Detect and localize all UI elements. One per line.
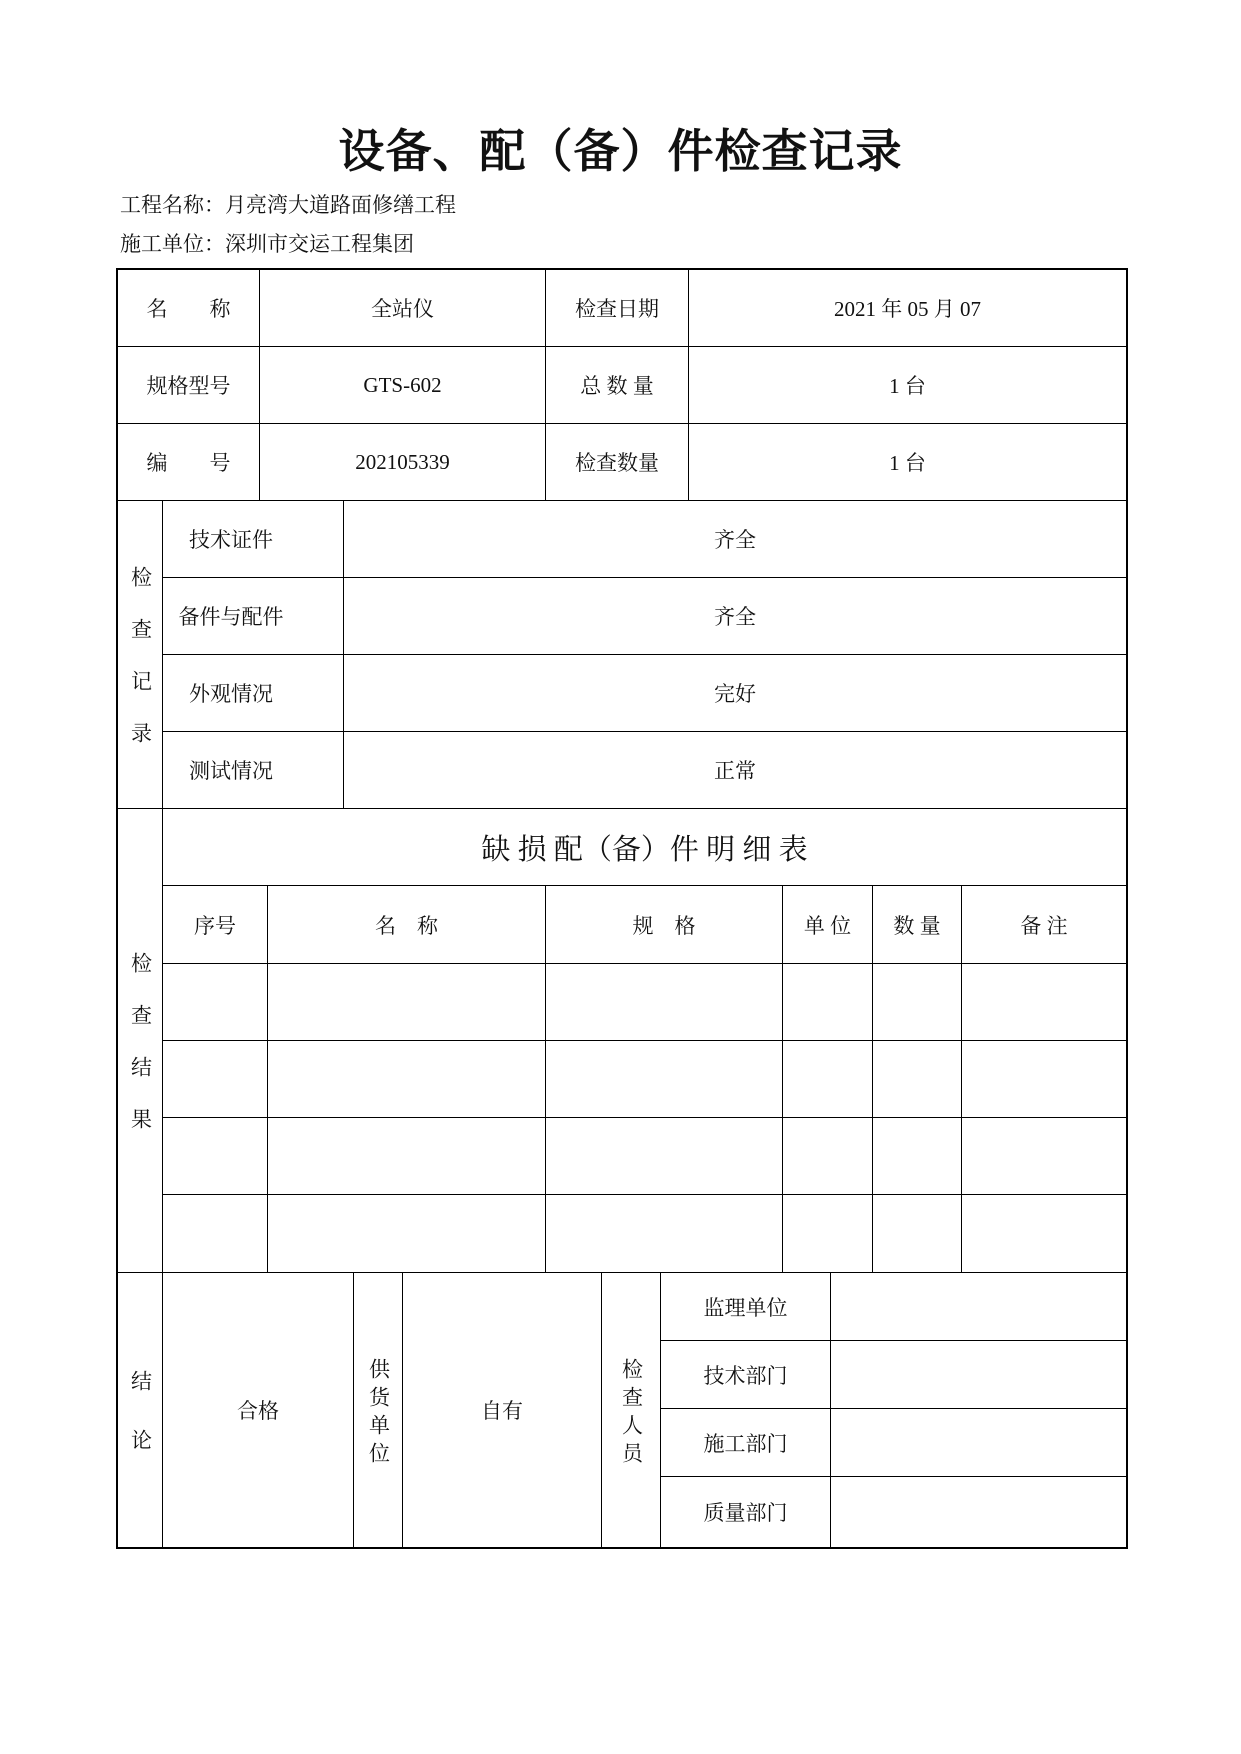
detail-cell (783, 1195, 873, 1273)
record-item-label: 备件与配件 (163, 578, 344, 655)
column-header-seq: 序号 (163, 886, 268, 964)
total-quantity-label: 总 数 量 (546, 347, 689, 424)
detail-cell (163, 1195, 268, 1273)
detail-cell (962, 1195, 1126, 1273)
conclusion-label-cell (118, 1273, 163, 1547)
inspector-signature-cell (831, 1341, 1126, 1409)
record-item-label: 外观情况 (163, 655, 344, 732)
record-item-label: 技术证件 (163, 501, 344, 578)
column-header-spec: 规 格 (546, 886, 783, 964)
checked-quantity-label: 检查数量 (546, 424, 689, 501)
basic-info-section (118, 270, 1126, 501)
detail-cell (873, 1118, 962, 1195)
column-header-name: 名 称 (268, 886, 546, 964)
missing-parts-table-title: 缺 损 配（备）件 明 细 表 (163, 809, 1126, 886)
detail-cell (783, 1041, 873, 1118)
record-item-value: 完好 (344, 655, 1126, 732)
inspectors-label: 检查人员 (619, 1357, 644, 1470)
detail-cell (873, 1041, 962, 1118)
inspection-result-label-cell (118, 809, 163, 1273)
column-header-quantity: 数 量 (873, 886, 962, 964)
equipment-name-label: 名 称 (118, 270, 260, 347)
conclusion-result: 合格 (163, 1273, 354, 1547)
contractor-value: 深圳市交运工程集团 (225, 232, 414, 256)
project-name-line (120, 192, 456, 218)
record-item-value: 正常 (344, 732, 1126, 809)
detail-cell (962, 1118, 1126, 1195)
inspection-record-section (118, 501, 1126, 809)
detail-cell (546, 1118, 783, 1195)
detail-cell (163, 1041, 268, 1118)
column-header-remarks: 备 注 (962, 886, 1126, 964)
model-label: 规格型号 (118, 347, 260, 424)
conclusion-section (118, 1273, 1126, 1547)
supplier-value: 自有 (403, 1273, 602, 1547)
contractor-label: 施工单位： (120, 232, 225, 256)
inspection-date-value: 2021 年 05 月 07 (689, 270, 1126, 347)
inspector-dept-construction: 施工部门 (661, 1409, 831, 1477)
inspectors-label-cell (602, 1273, 661, 1547)
checked-quantity-value: 1 台 (689, 424, 1126, 501)
column-header-unit: 单 位 (783, 886, 873, 964)
inspector-signature-cell (831, 1477, 1126, 1547)
document-title: 设备、配（备）件检查记录 (338, 126, 903, 177)
inspector-dept-technical: 技术部门 (661, 1341, 831, 1409)
total-quantity-value: 1 台 (689, 347, 1126, 424)
inspector-dept-quality: 质量部门 (661, 1477, 831, 1547)
detail-cell (962, 964, 1126, 1041)
detail-cell (873, 964, 962, 1041)
detail-cell (268, 1195, 546, 1273)
detail-cell (962, 1041, 1126, 1118)
inspection-record-label: 检查记录 (128, 566, 153, 774)
record-item-value: 齐全 (344, 578, 1126, 655)
detail-cell (783, 964, 873, 1041)
detail-cell (546, 1041, 783, 1118)
project-name-label: 工程名称： (120, 193, 225, 217)
detail-cell (268, 1041, 546, 1118)
detail-cell (873, 1195, 962, 1273)
project-name-value: 月亮湾大道路面修缮工程 (225, 193, 456, 217)
inspector-dept-supervision: 监理单位 (661, 1273, 831, 1341)
inspector-signature-cell (831, 1273, 1126, 1341)
serial-number-label: 编 号 (118, 424, 260, 501)
model-value: GTS-602 (260, 347, 546, 424)
record-item-label: 测试情况 (163, 732, 344, 809)
inspection-form (116, 268, 1128, 1549)
supplier-label-cell (354, 1273, 403, 1547)
detail-cell (163, 1118, 268, 1195)
detail-cell (546, 964, 783, 1041)
supplier-label: 供货单位 (366, 1357, 391, 1470)
inspection-result-label: 检查结果 (128, 952, 153, 1160)
contractor-line (120, 231, 414, 257)
detail-cell (268, 1118, 546, 1195)
record-item-value: 齐全 (344, 501, 1126, 578)
detail-cell (546, 1195, 783, 1273)
equipment-name-value: 全站仪 (260, 270, 546, 347)
detail-cell (268, 964, 546, 1041)
detail-cell (163, 964, 268, 1041)
conclusion-label: 结论 (128, 1370, 153, 1488)
detail-cell (783, 1118, 873, 1195)
inspection-date-label: 检查日期 (546, 270, 689, 347)
inspector-signature-cell (831, 1409, 1126, 1477)
inspection-record-label-cell (118, 501, 163, 809)
inspection-result-section (118, 809, 1126, 1273)
serial-number-value: 202105339 (260, 424, 546, 501)
